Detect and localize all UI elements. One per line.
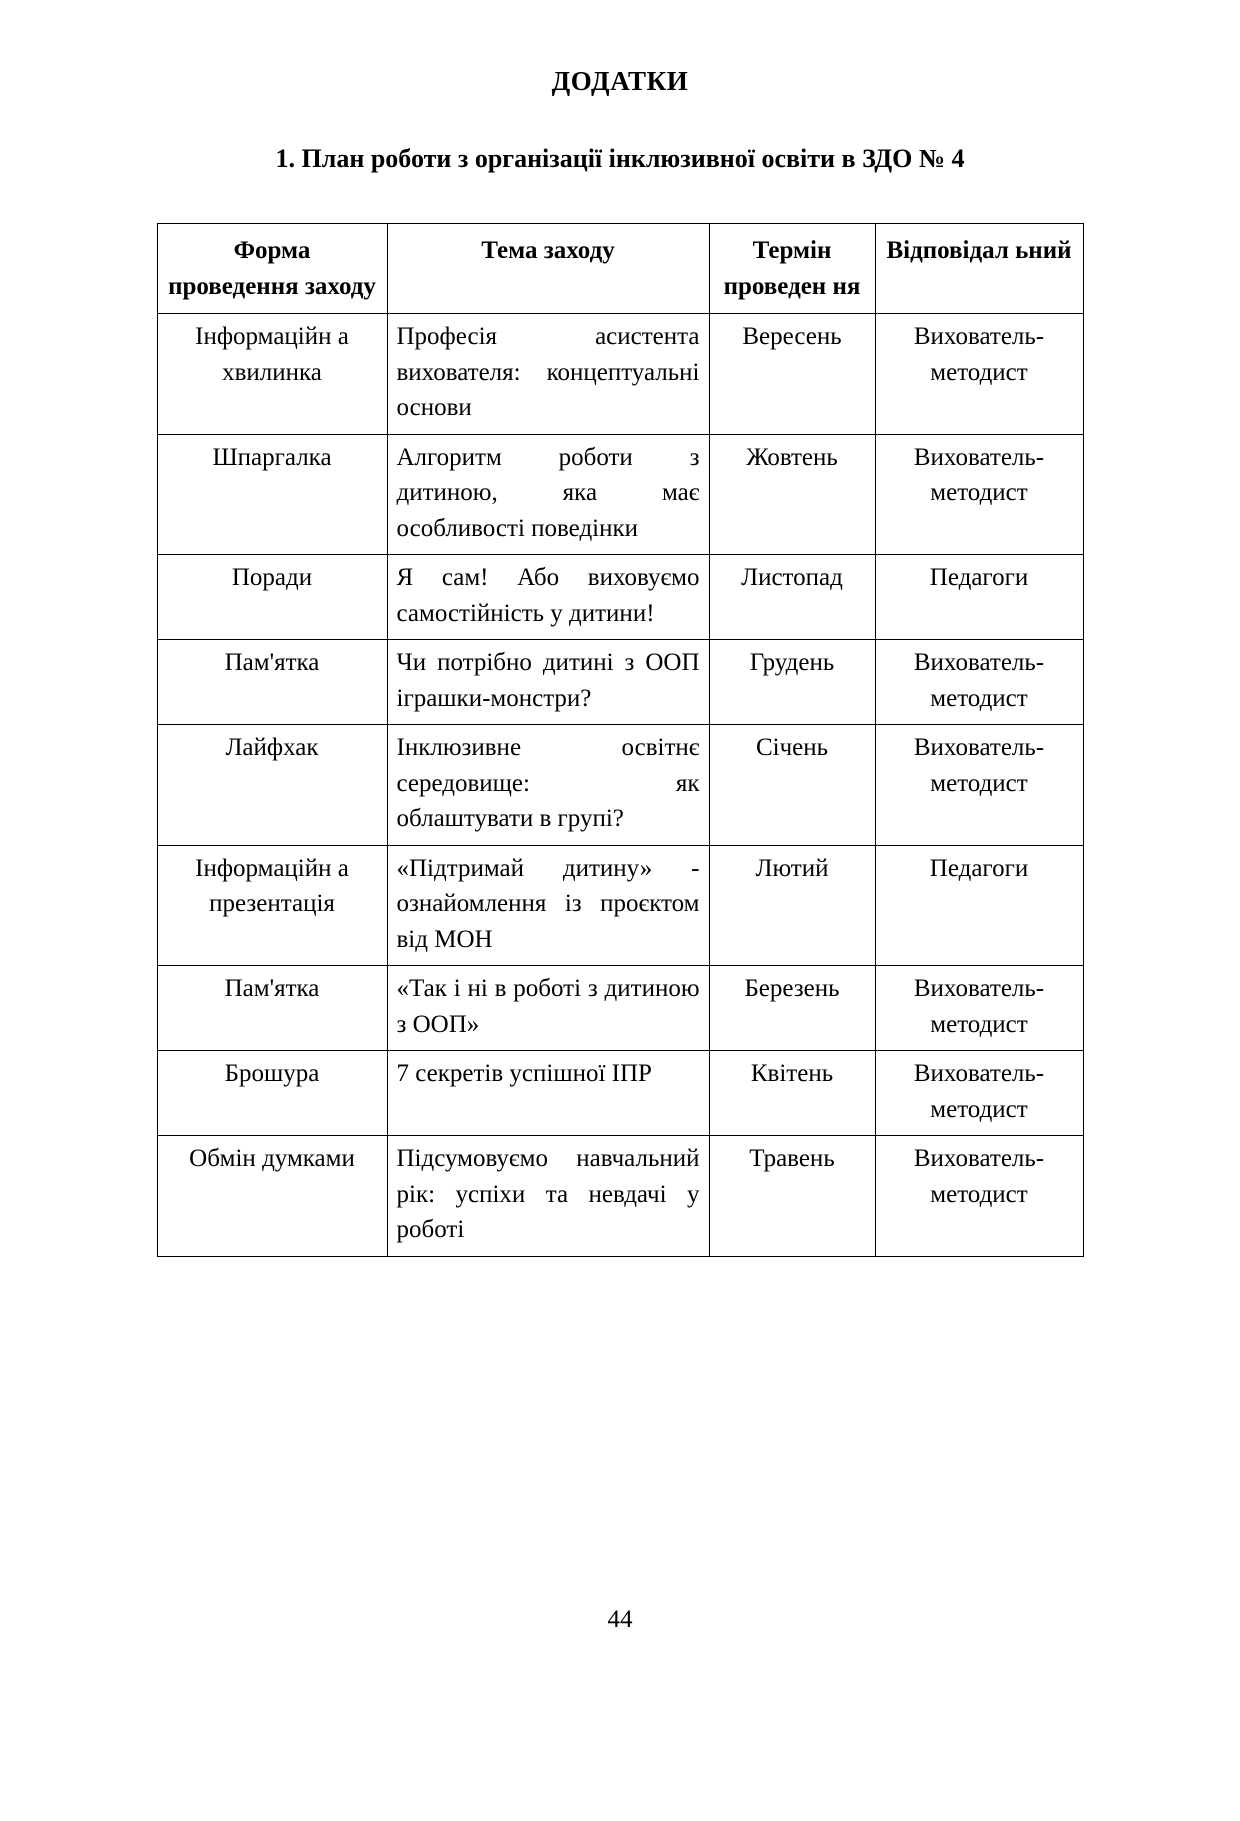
cell-form: Обмін думками xyxy=(157,1136,387,1257)
cell-theme: Чи потрібно дитині з ООП іграшки-монстри? xyxy=(387,640,709,725)
section-heading: 1. План роботи з організації інклюзивної освіти в ЗДО № 4 xyxy=(275,144,965,173)
table-header-row xyxy=(157,224,1083,314)
cell-responsible: Педагоги xyxy=(875,845,1083,966)
cell-theme: Алгоритм роботи з дитиною, яка має особливості поведінки xyxy=(387,434,709,555)
cell-form: Брошура xyxy=(157,1051,387,1136)
cell-theme: Я сам! Або виховуємо самостійність у дитини! xyxy=(387,555,709,640)
cell-theme: Інклюзивне освітнє середовище: як облаштувати в групі? xyxy=(387,725,709,846)
cell-form: Поради xyxy=(157,555,387,640)
table-row xyxy=(157,640,1083,725)
table-row xyxy=(157,314,1083,435)
cell-term: Листопад xyxy=(709,555,875,640)
cell-term: Січень xyxy=(709,725,875,846)
cell-term: Березень xyxy=(709,966,875,1051)
cell-responsible: Вихователь-методист xyxy=(875,640,1083,725)
cell-form: Шпаргалка xyxy=(157,434,387,555)
table-row xyxy=(157,845,1083,966)
cell-term: Жовтень xyxy=(709,434,875,555)
cell-responsible: Вихователь-методист xyxy=(875,1051,1083,1136)
cell-form: Лайфхак xyxy=(157,725,387,846)
table-row xyxy=(157,1051,1083,1136)
column-header-term: Термін проведен ня xyxy=(709,224,875,314)
cell-term: Грудень xyxy=(709,640,875,725)
cell-responsible: Педагоги xyxy=(875,555,1083,640)
cell-responsible: Вихователь-методист xyxy=(875,966,1083,1051)
cell-responsible: Вихователь-методист xyxy=(875,725,1083,846)
cell-form: Інформаційн а презентація xyxy=(157,845,387,966)
cell-theme: «Підтримай дитину» - ознайомлення із проєктом від МОН xyxy=(387,845,709,966)
table-row xyxy=(157,1136,1083,1257)
table-row xyxy=(157,966,1083,1051)
plan-table xyxy=(157,223,1084,1257)
cell-responsible: Вихователь-методист xyxy=(875,1136,1083,1257)
cell-term: Квітень xyxy=(709,1051,875,1136)
page-number: 44 xyxy=(607,1606,633,1633)
cell-form: Пам'ятка xyxy=(157,640,387,725)
cell-form: Інформаційн а хвилинка xyxy=(157,314,387,435)
cell-responsible: Вихователь-методист xyxy=(875,314,1083,435)
cell-form: Пам'ятка xyxy=(157,966,387,1051)
page-title: ДОДАТКИ xyxy=(551,66,689,96)
column-header-theme: Тема заходу xyxy=(387,224,709,314)
cell-theme: 7 секретів успішної ІПР xyxy=(387,1051,709,1136)
cell-term: Вересень xyxy=(709,314,875,435)
cell-theme: Підсумовуємо навчальний рік: успіхи та невдачі у роботі xyxy=(387,1136,709,1257)
column-header-form: Форма проведення заходу xyxy=(157,224,387,314)
document-page xyxy=(0,66,1240,1821)
cell-theme: Професія асистента вихователя: концептуальні основи xyxy=(387,314,709,435)
cell-responsible: Вихователь-методист xyxy=(875,434,1083,555)
cell-theme: «Так і ні в роботі з дитиною з ООП» xyxy=(387,966,709,1051)
column-header-responsible: Відповідал ьний xyxy=(875,224,1083,314)
cell-term: Травень xyxy=(709,1136,875,1257)
table-row xyxy=(157,725,1083,846)
table-row xyxy=(157,434,1083,555)
table-row xyxy=(157,555,1083,640)
cell-term: Лютий xyxy=(709,845,875,966)
